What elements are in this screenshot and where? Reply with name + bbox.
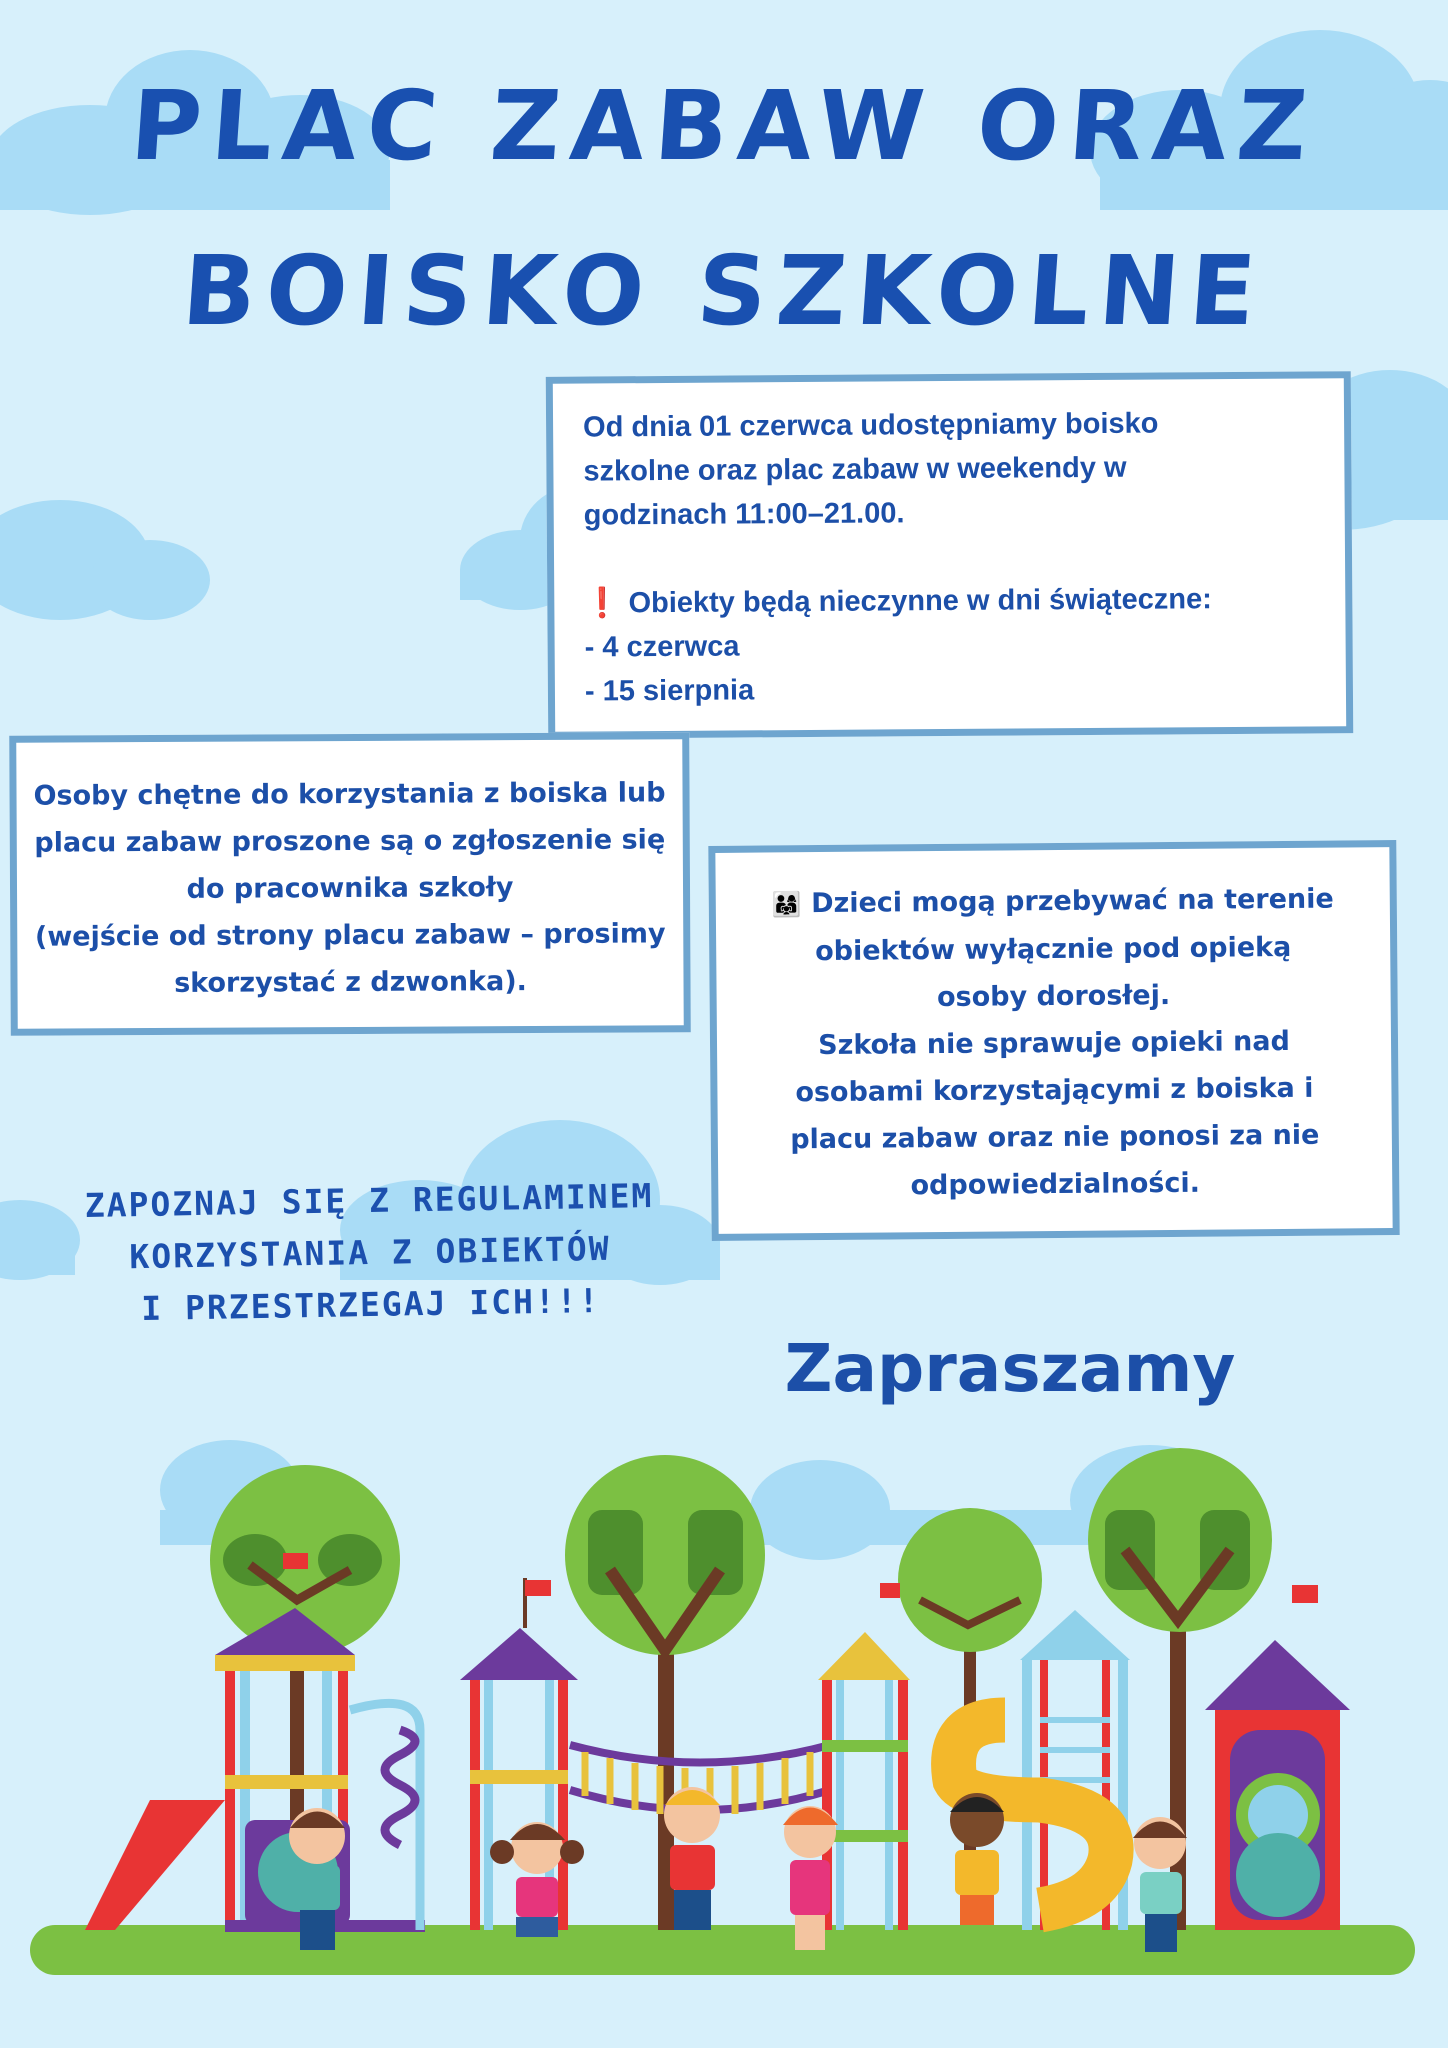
regulations-line: I PRZESTRZEGAJ ICH!!! bbox=[140, 1280, 601, 1328]
opening-text-line: szkolne oraz plac zabaw w weekendy w bbox=[583, 451, 1127, 488]
opening-text-line: Od dnia 01 czerwca udostępniamy boisko bbox=[582, 407, 1159, 444]
child-figure bbox=[490, 1822, 584, 1937]
regulations-line: KORZYSTANIA Z OBIEKTÓW bbox=[129, 1228, 611, 1277]
regulations-line: ZAPOZNAJ SIĘ Z REGULAMINEM bbox=[84, 1176, 654, 1225]
contact-text-line: do pracownika szkoły bbox=[186, 872, 514, 905]
child-figure bbox=[950, 1793, 1004, 1925]
contact-text-line: (wejście od strony placu zabaw – prosimy bbox=[34, 918, 666, 953]
supervision-text-line: placu zabaw oraz nie ponosi za nie bbox=[790, 1119, 1320, 1156]
supervision-text-line: Dzieci mogą przebywać na terenie bbox=[810, 883, 1334, 920]
closed-day: - 4 czerwca bbox=[584, 630, 740, 664]
tower-center-right bbox=[818, 1632, 910, 1930]
contact-text-line: skorzystać z dzwonka). bbox=[174, 966, 527, 999]
contact-text-line: Osoby chętne do korzystania z boiska lub bbox=[33, 777, 666, 812]
supervision-text-line: obiektów wyłącznie pod opieką bbox=[815, 931, 1292, 968]
closed-days-heading: Obiekty będą nieczynne w dni świąteczne: bbox=[628, 583, 1212, 620]
closed-day: - 15 sierpnia bbox=[584, 674, 755, 708]
invite-heading: Zapraszamy bbox=[784, 1330, 1236, 1407]
grass bbox=[30, 1925, 1415, 1975]
title-line-1: PLAC ZABAW ORAZ bbox=[127, 70, 1321, 182]
tower-left bbox=[85, 1608, 425, 1932]
tower-right-tunnel bbox=[1205, 1640, 1350, 1930]
tower-center-left bbox=[460, 1578, 578, 1930]
supervision-text-line: osobami korzystającymi z boiska i bbox=[795, 1072, 1314, 1109]
supervision-text-line: odpowiedzialności. bbox=[910, 1167, 1201, 1202]
contact-text-line: placu zabaw proszone są o zgłoszenie się bbox=[34, 824, 666, 859]
warning-icon: ❗ bbox=[584, 587, 621, 620]
family-icon: 👨‍👩‍👧 bbox=[771, 890, 802, 919]
tree-center bbox=[565, 1455, 765, 1930]
supervision-text-line: Szkoła nie sprawuje opieki nad bbox=[818, 1025, 1290, 1062]
supervision-text-line: osoby dorosłej. bbox=[936, 979, 1171, 1014]
opening-text-line: godzinach 11:00–21.00. bbox=[583, 497, 905, 532]
title-line-2: BOISKO SZKOLNE bbox=[178, 235, 1270, 347]
